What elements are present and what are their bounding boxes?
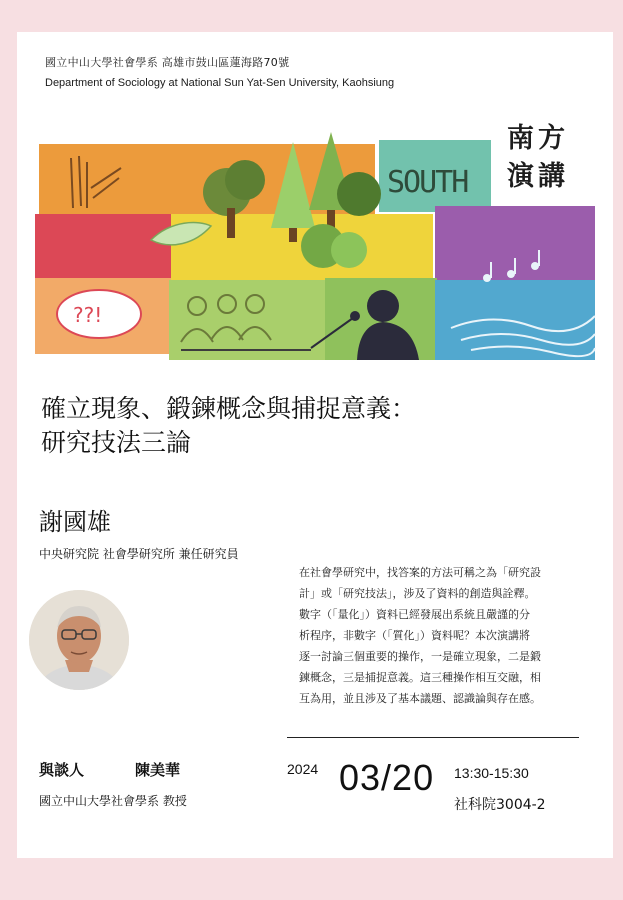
poster-sheet (17, 32, 613, 858)
discussant-label: 與談人 (39, 761, 85, 779)
header-department-en: Department of Sociology at National Sun Yat-Sen University, Kaohsiung (45, 77, 395, 89)
speech-bubble-text: ??! (73, 303, 103, 327)
abstract-line: 在社會學研究中，找答案的方法可稱之為「研究設 (299, 566, 541, 579)
event-time: 13:30-15:30 (454, 765, 529, 781)
discussant-affiliation: 國立中山大學社會學系 教授 (39, 794, 187, 808)
series-title-line2: 演講 (507, 161, 569, 192)
abstract-line: 析程序，非數字（「質化」）資料呢？本次演講將 (299, 629, 530, 642)
abstract-line: 逐一討論三個重要的操作，一是確立現象，二是鍛 (299, 650, 541, 663)
event-year: 2024 (287, 761, 319, 777)
event-date: 03/20 (339, 757, 435, 798)
abstract-line: 數字（「量化」）資料已經發展出系統且嚴謹的分 (299, 608, 530, 621)
divider-line (287, 737, 579, 738)
series-title (507, 120, 587, 196)
series-title-line1: 南方 (507, 123, 569, 154)
talk-title-line2: 研究技法三論 (41, 428, 192, 457)
speaker-photo (29, 590, 129, 690)
abstract-line: 互為用，並且涉及了基本議題、認識論與存在感。 (299, 692, 541, 705)
discussant-name: 陳美華 (135, 761, 181, 779)
talk-abstract (299, 562, 584, 709)
header-address-cn: 國立中山大學社會學系 高雄市鼓山區蓮海路70號 (45, 56, 290, 69)
event-room: 社科院3004-2 (454, 797, 546, 813)
block-light-green (169, 280, 325, 360)
abstract-line: 鍊概念，三是捕捉意義。這三種操作相互交融，相 (299, 671, 541, 684)
talk-title-line1: 確立現象、鍛鍊概念與捕捉意義： (41, 394, 417, 423)
speaker-affiliation: 中央研究院 社會學研究所 兼任研究員 (39, 547, 239, 561)
abstract-line: 計」或「研究技法」，涉及了資料的創造與詮釋。 (299, 587, 536, 600)
speaker-name: 謝國雄 (39, 508, 111, 536)
block-blue (435, 280, 595, 360)
talk-title (41, 392, 416, 460)
block-red (35, 214, 173, 278)
south-text: SOUTH (387, 165, 468, 200)
